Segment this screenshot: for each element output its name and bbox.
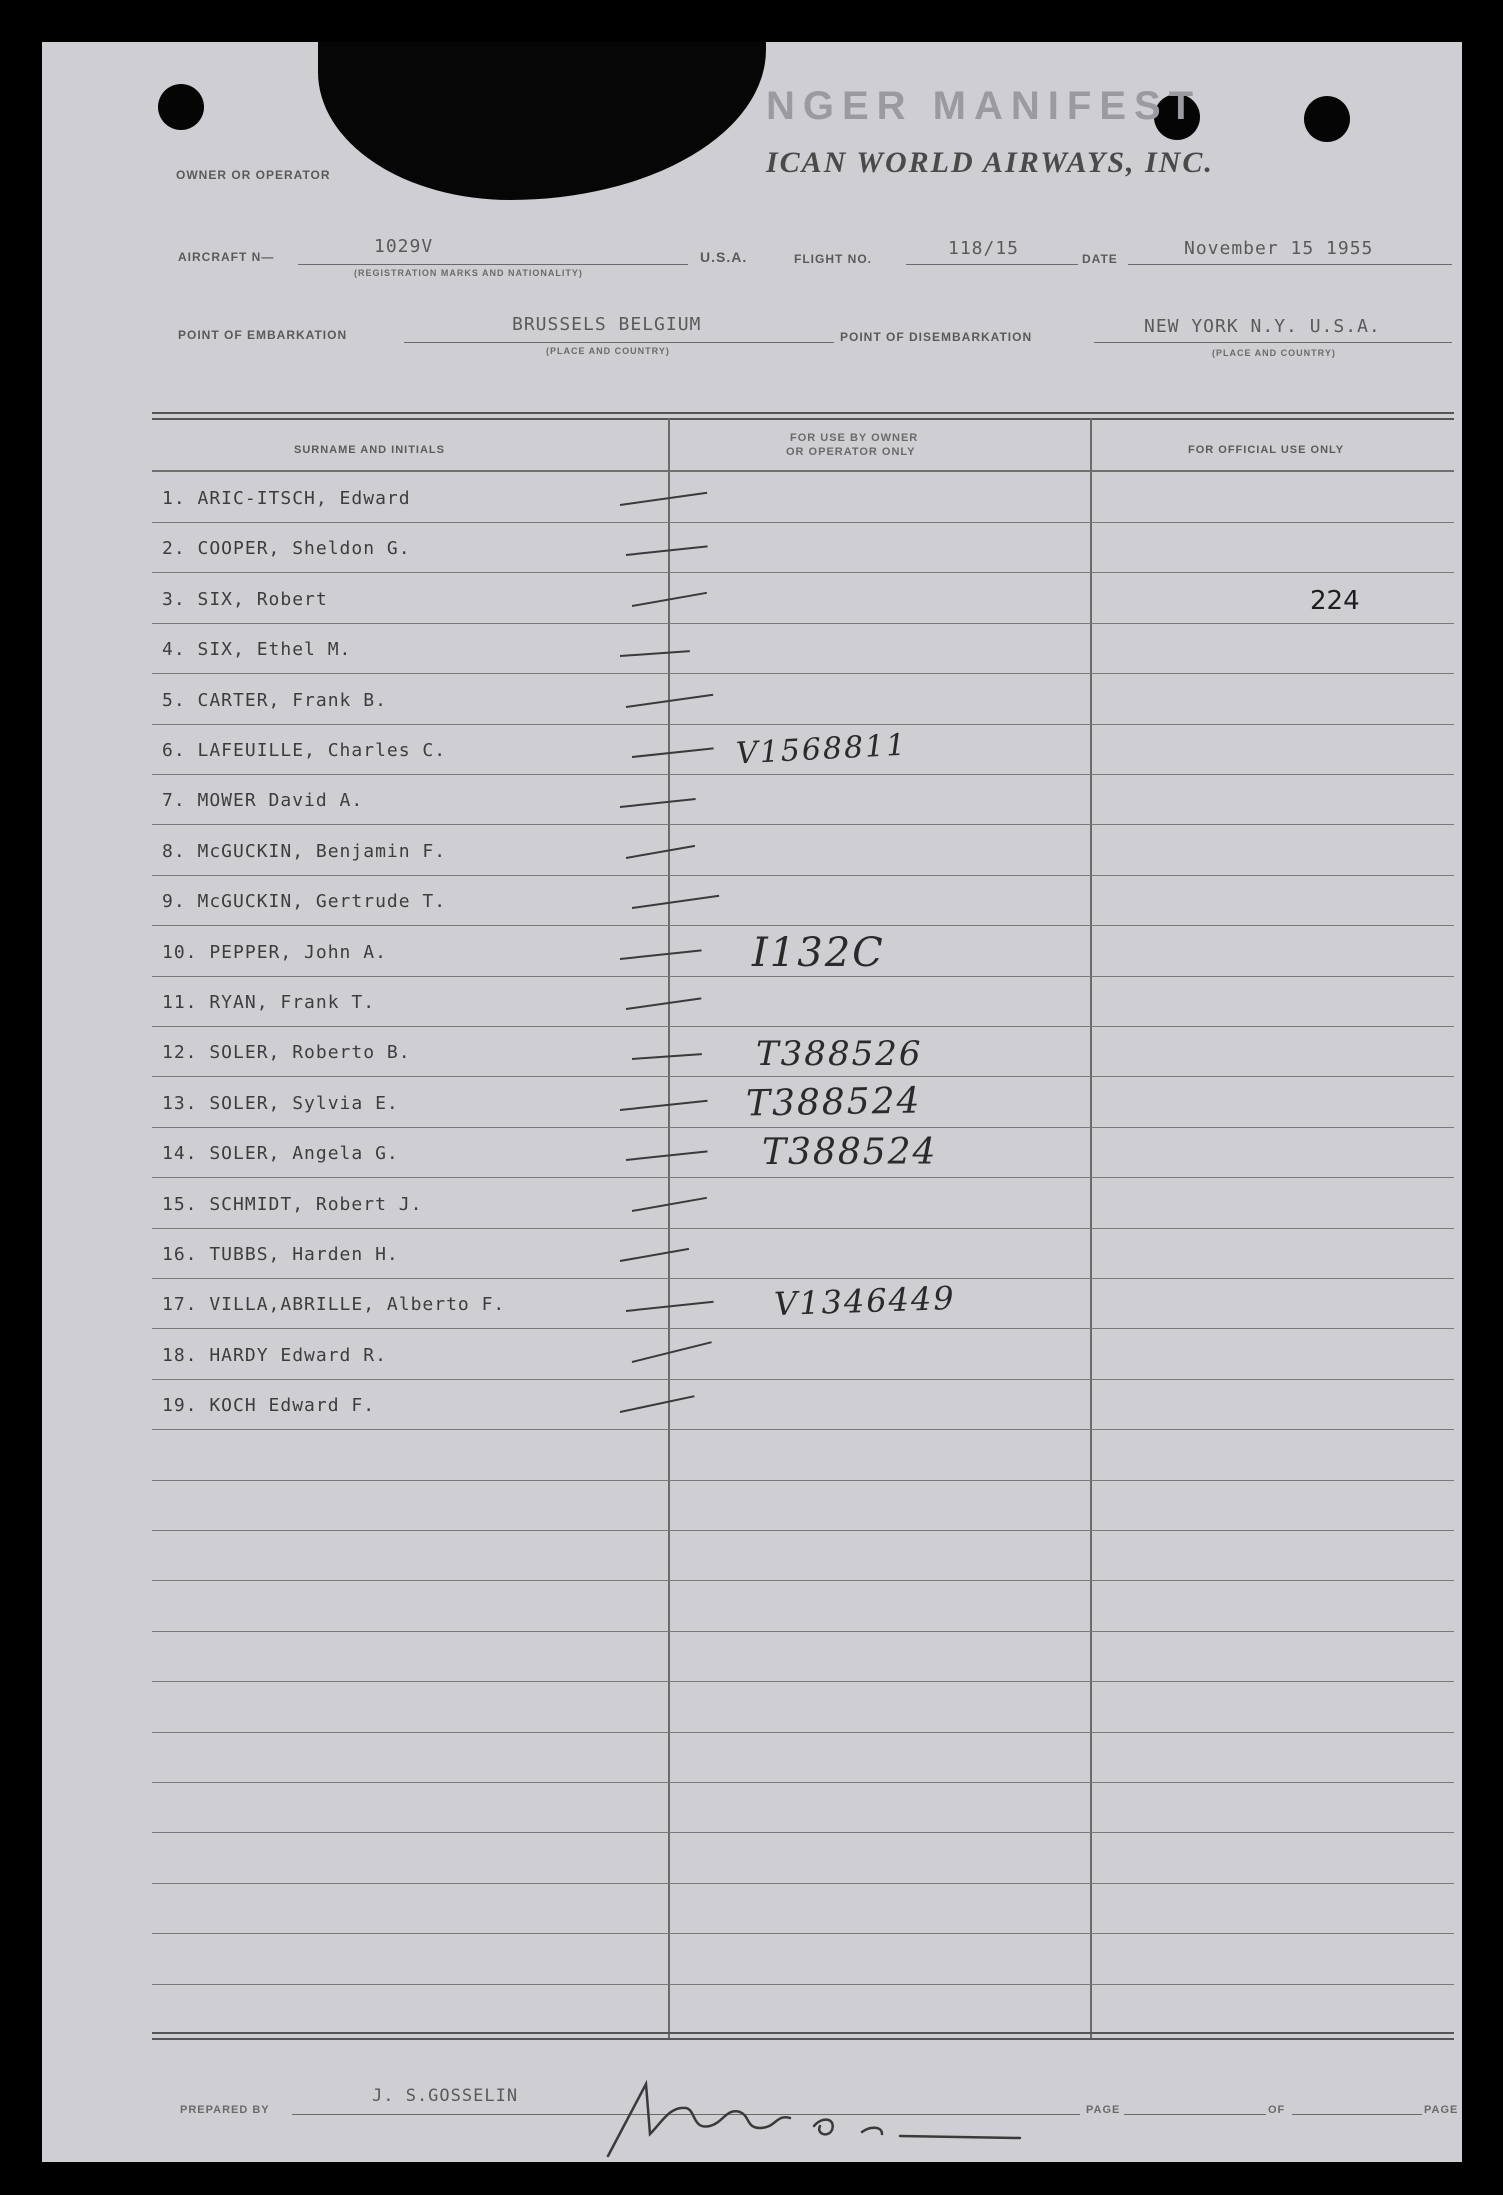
embarkation-underline — [404, 342, 834, 343]
table-row — [152, 623, 1454, 624]
page-label: PAGE — [1086, 2104, 1121, 2116]
table-row — [152, 1933, 1454, 1934]
form-title: NGER MANIFEST — [766, 84, 1202, 128]
table-row — [152, 1127, 1454, 1128]
passenger-name: 19. KOCH Edward F. — [162, 1395, 376, 1417]
passenger-name: 9. McGUCKIN, Gertrude T. — [162, 891, 447, 913]
passenger-name: 12. SOLER, Roberto B. — [162, 1042, 411, 1064]
punch-hole-left — [158, 84, 204, 130]
passenger-name: 16. TUBBS, Harden H. — [162, 1244, 399, 1265]
passenger-name: 1. ARIC-ITSCH, Edward — [162, 488, 411, 509]
table-row — [152, 1429, 1454, 1430]
header-bottom-rule — [152, 470, 1454, 472]
table-row — [152, 673, 1454, 674]
passenger-name: 8. McGUCKIN, Benjamin F. — [162, 840, 447, 862]
prepared-by-value: J. S.GOSSELIN — [372, 2086, 519, 2106]
table-row — [152, 1782, 1454, 1783]
passenger-name: 14. SOLER, Angela G. — [162, 1143, 399, 1165]
passenger-name: 4. SIX, Ethel M. — [162, 639, 352, 661]
disembarkation-caption: (PLACE AND COUNTRY) — [1212, 348, 1336, 358]
table-row — [152, 824, 1454, 825]
table-row — [152, 1278, 1454, 1279]
handwritten-note-row-6: V1568811 — [735, 727, 909, 772]
table-row — [152, 774, 1454, 775]
passenger-name: 5. CARTER, Frank B. — [162, 689, 387, 711]
passenger-name: 7. MOWER David A. — [162, 790, 364, 812]
flight-underline — [906, 264, 1078, 265]
table-row — [152, 1480, 1454, 1481]
aircraft-label: AIRCRAFT N— — [178, 250, 275, 264]
passenger-name: 18. HARDY Edward R. — [162, 1344, 387, 1366]
handwritten-note-row-14: T388524 — [762, 1132, 938, 1173]
table-row — [152, 1530, 1454, 1531]
table-top-rule — [152, 412, 1454, 414]
table-row — [152, 1228, 1454, 1229]
handwritten-note-row-10: I132C — [752, 930, 885, 976]
aircraft-underline — [298, 264, 688, 265]
passenger-name: 15. SCHMIDT, Robert J. — [162, 1193, 423, 1215]
embarkation-value: BRUSSELS BELGIUM — [512, 314, 702, 335]
usa-label: U.S.A. — [700, 249, 748, 265]
passenger-name: 13. SOLER, Sylvia E. — [162, 1092, 399, 1114]
table-row — [152, 1984, 1454, 1985]
handwritten-note-row-13: T388524 — [745, 1080, 922, 1125]
aircraft-caption: (REGISTRATION MARKS AND NATIONALITY) — [354, 268, 583, 278]
page-label-2: PAGE — [1424, 2104, 1459, 2116]
date-value: November 15 1955 — [1184, 238, 1374, 259]
disembarkation-label: POINT OF DISEMBARKATION — [840, 330, 1033, 344]
table-row — [152, 1379, 1454, 1380]
column-header-names: SURNAME AND INITIALS — [294, 444, 445, 456]
official-note: 224 — [1310, 586, 1360, 616]
handwritten-note-row-17: V1346449 — [773, 1278, 957, 1324]
table-row — [152, 1177, 1454, 1178]
passenger-name: 10. PEPPER, John A. — [162, 941, 387, 963]
table-row — [152, 1631, 1454, 1632]
flight-value: 118/15 — [948, 238, 1020, 259]
passenger-name: 3. SIX, Robert — [162, 588, 328, 610]
table-bottom-rule — [152, 2032, 1454, 2034]
table-row — [152, 1026, 1454, 1027]
table-row — [152, 875, 1454, 876]
table-row — [152, 522, 1454, 523]
passenger-name: 6. LAFEUILLE, Charles C. — [162, 740, 447, 761]
table-row — [152, 1328, 1454, 1329]
table-top-rule-2 — [152, 418, 1454, 420]
date-underline — [1128, 264, 1452, 265]
table-row — [152, 1681, 1454, 1682]
disembarkation-underline — [1094, 342, 1452, 343]
handwritten-note-row-12: T388526 — [756, 1034, 923, 1074]
column-header-owner-2: OR OPERATOR ONLY — [786, 446, 916, 458]
table-row — [152, 1832, 1454, 1833]
aircraft-value: 1029V — [374, 236, 434, 257]
owner-label: OWNER OR OPERATOR — [176, 168, 331, 182]
column-header-official: FOR OFFICIAL USE ONLY — [1188, 444, 1345, 456]
flight-label: FLIGHT NO. — [794, 252, 872, 266]
passenger-name: 11. RYAN, Frank T. — [162, 992, 376, 1013]
disembarkation-value: NEW YORK N.Y. U.S.A. — [1144, 316, 1381, 337]
date-label: DATE — [1082, 252, 1118, 266]
signature — [600, 2056, 1040, 2166]
prepared-by-label: PREPARED BY — [180, 2104, 270, 2116]
table-row — [152, 572, 1454, 573]
passenger-name: 2. COOPER, Sheldon G. — [162, 538, 411, 560]
table-row — [152, 925, 1454, 926]
table-row — [152, 1076, 1454, 1077]
embarkation-caption: (PLACE AND COUNTRY) — [546, 346, 670, 356]
page-underline — [1124, 2114, 1266, 2115]
table-row — [152, 1732, 1454, 1733]
table-row — [152, 1883, 1454, 1884]
of-underline — [1292, 2114, 1422, 2115]
punch-hole-right — [1304, 96, 1350, 142]
embarkation-label: POINT OF EMBARKATION — [178, 328, 348, 342]
passenger-name: 17. VILLA,ABRILLE, Alberto F. — [162, 1294, 506, 1316]
table-bottom-rule-2 — [152, 2038, 1454, 2040]
table-row — [152, 724, 1454, 725]
company-name: ICAN WORLD AIRWAYS, INC. — [766, 146, 1214, 179]
column-header-owner-1: FOR USE BY OWNER — [790, 432, 919, 444]
of-label: OF — [1268, 2104, 1286, 2116]
table-row — [152, 1580, 1454, 1581]
